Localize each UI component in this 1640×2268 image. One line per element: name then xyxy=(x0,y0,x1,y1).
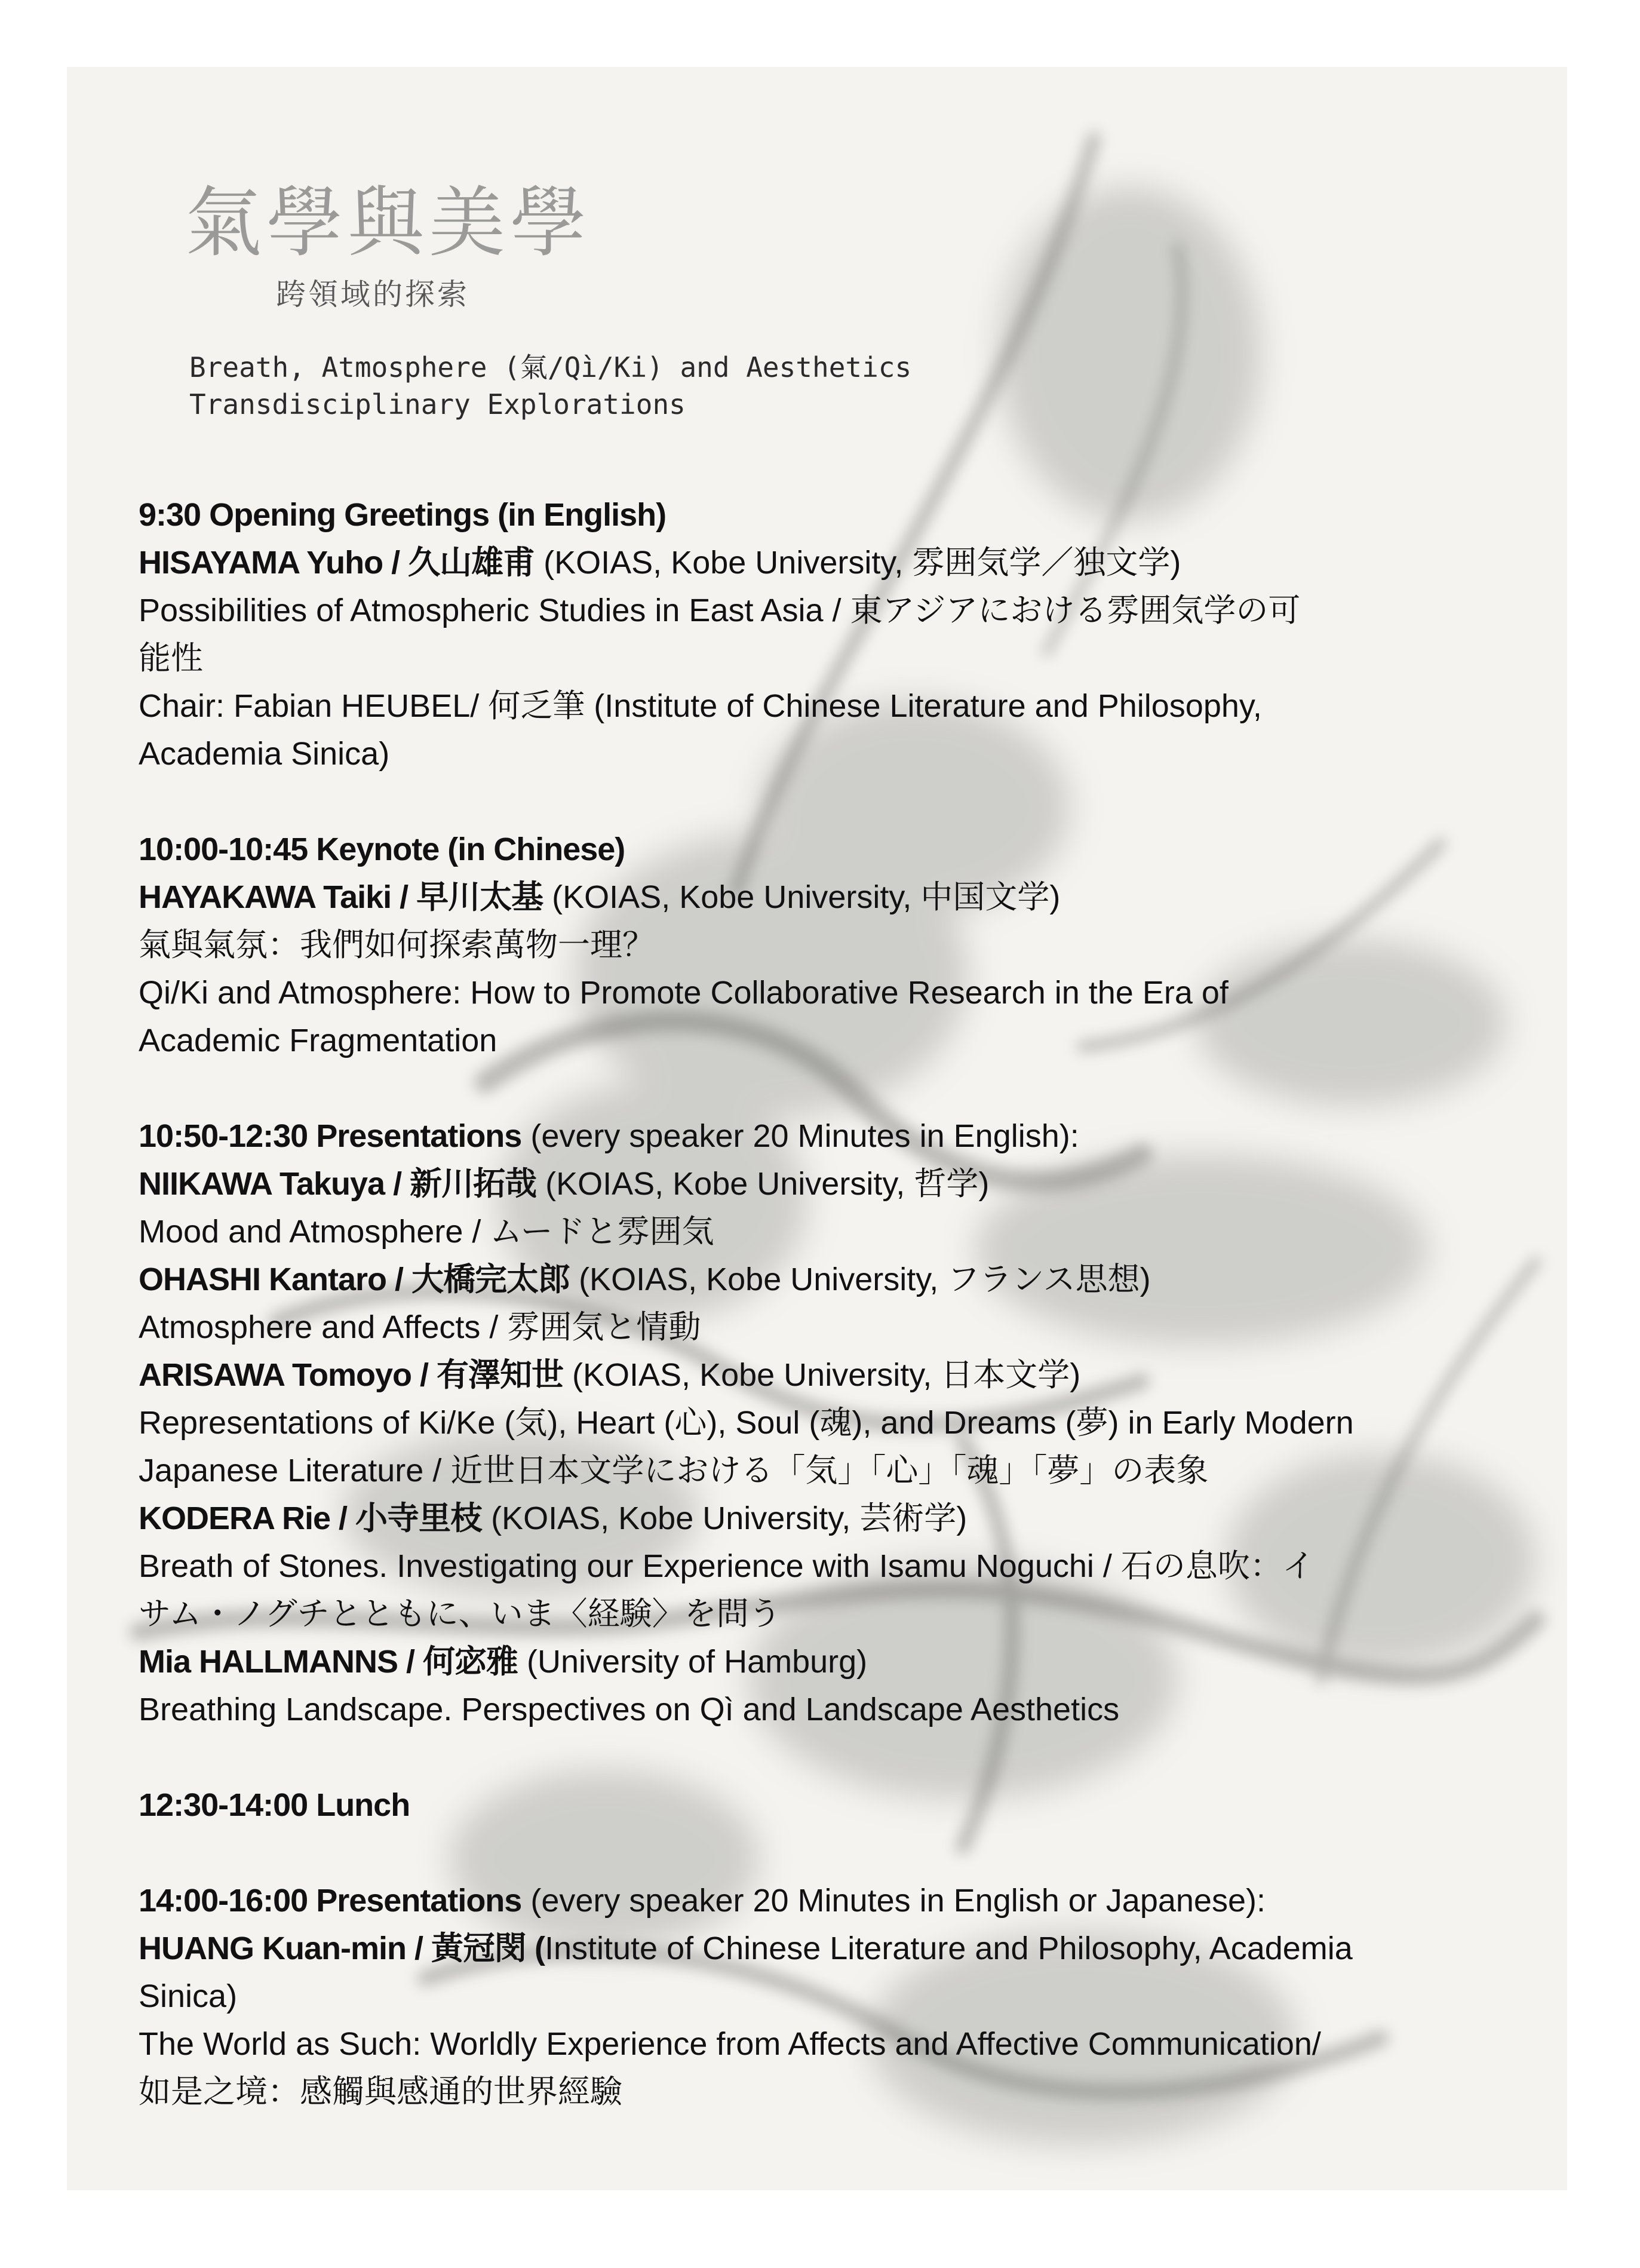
speaker-affiliation: (KOIAS, Kobe University, フランス思想) xyxy=(570,1262,1151,1297)
speaker-row xyxy=(139,1256,1512,1303)
talk-title: Breathing Landscape. Perspectives on Qì and Landscape Aesthetics xyxy=(139,1692,1120,1727)
talk-title-line2: Japanese Literature / 近世日本文学における「気」「心」「魂」「夢」の表象 xyxy=(139,1453,1209,1489)
speaker-row xyxy=(139,1160,1512,1208)
session-morning-presentations xyxy=(139,1112,1512,1733)
chair-line2: Academia Sinica) xyxy=(139,736,390,772)
speaker-affiliation: (KOIAS, Kobe University, 芸術学) xyxy=(482,1500,968,1536)
speaker-affiliation: (KOIAS, Kobe University, 雰囲気学／独文学) xyxy=(535,545,1181,581)
subtitle-chinese: 跨領域的探索 xyxy=(276,277,469,312)
speaker-row xyxy=(139,1925,1512,1972)
speaker-affiliation: (KOIAS, Kobe University, 日本文学) xyxy=(563,1357,1081,1393)
title-english-line1: Breath, Atmosphere (氣/Qì/Ki) and Aesthetics xyxy=(189,351,912,383)
talk-title-line2: Academic Fragmentation xyxy=(139,1023,497,1058)
speaker-row xyxy=(139,1638,1512,1686)
speaker-name: NIIKAWA Takuya / 新川拓哉 xyxy=(139,1166,537,1202)
title-english xyxy=(189,349,911,423)
speaker-name: HUANG Kuan-min / 黃冠閔 ( xyxy=(139,1931,545,1966)
speaker-affiliation: (KOIAS, Kobe University, 哲学) xyxy=(536,1166,990,1202)
speaker-row xyxy=(139,873,1512,921)
talk-title-line2: サム・ノグチとともに、いま〈経験〉を問う xyxy=(139,1596,781,1632)
chair-line1: Chair: Fabian HEUBEL/ 何乏筆 (Institute of Chinese Literature and Philosophy, xyxy=(139,688,1262,724)
session-heading: 10:00-10:45 Keynote (in Chinese) xyxy=(139,831,625,867)
talk-title-line1: Possibilities of Atmospheric Studies in East Asia / 東アジアにおける雰囲気学の可 xyxy=(139,593,1301,628)
program-sheet xyxy=(67,67,1567,2190)
session-heading: 14:00-16:00 Presentations xyxy=(139,1883,522,1919)
talk-title-line1: Qi/Ki and Atmosphere: How to Promote Collaborative Research in the Era of xyxy=(139,975,1229,1011)
speaker-row xyxy=(139,1351,1512,1399)
speaker-name: ARISAWA Tomoyo / 有澤知世 xyxy=(139,1357,564,1393)
speaker-affiliation: (KOIAS, Kobe University, 中国文学) xyxy=(543,879,1061,915)
speaker-name: OHASHI Kantaro / 大橋完太郎 xyxy=(139,1262,570,1297)
program-schedule xyxy=(139,491,1512,2163)
talk-title: Mood and Atmosphere / ムードと雰囲気 xyxy=(139,1214,714,1250)
speaker-affiliation: Institute of Chinese Literature and Philosophy, Academia xyxy=(544,1931,1353,1966)
session-afternoon-presentations xyxy=(139,1877,1512,2116)
speaker-affiliation-line2: Sinica) xyxy=(139,1978,238,2014)
session-note: (every speaker 20 Minutes in English or Japanese): xyxy=(521,1883,1266,1919)
talk-title-line2: 能性 xyxy=(139,640,203,676)
title-english-line2: Transdisciplinary Explorations xyxy=(189,388,686,421)
speaker-name: KODERA Rie / 小寺里枝 xyxy=(139,1500,483,1536)
session-heading-row xyxy=(139,1877,1512,1925)
talk-title: Atmosphere and Affects / 雰囲気と情動 xyxy=(139,1309,701,1345)
session-lunch xyxy=(139,1781,1512,1829)
speaker-name: HAYAKAWA Taiki / 早川太基 xyxy=(139,879,543,915)
session-note: (every speaker 20 Minutes in English): xyxy=(521,1118,1079,1154)
speaker-row xyxy=(139,539,1512,587)
talk-title-chinese: 氣與氣氛：我們如何探索萬物一理？ xyxy=(139,927,655,963)
session-heading: 9:30 Opening Greetings (in English) xyxy=(139,497,667,533)
title-chinese: 氣學與美學 xyxy=(185,179,592,268)
session-keynote xyxy=(139,825,1512,1064)
speaker-row xyxy=(139,1494,1512,1542)
session-heading-row xyxy=(139,1112,1512,1160)
speaker-affiliation: (University of Hamburg) xyxy=(518,1644,868,1680)
talk-title-line2: 如是之境：感觸與感通的世界經驗 xyxy=(139,2074,622,2110)
session-heading: 10:50-12:30 Presentations xyxy=(139,1118,522,1154)
session-opening xyxy=(139,491,1512,778)
talk-title-line1: Representations of Ki/Ke (気), Heart (心), Soul (魂), and Dreams (夢) in Early Modern xyxy=(139,1405,1354,1441)
speaker-name: Mia HALLMANNS / 何宓雅 xyxy=(139,1644,518,1680)
session-heading: 12:30-14:00 Lunch xyxy=(139,1787,410,1823)
talk-title-line1: The World as Such: Worldly Experience from Affects and Affective Communication/ xyxy=(139,2026,1321,2062)
speaker-name: HISAYAMA Yuho / 久山雄甫 xyxy=(139,545,535,581)
talk-title-line1: Breath of Stones. Investigating our Experience with Isamu Noguchi / 石の息吹：イ xyxy=(139,1548,1315,1584)
